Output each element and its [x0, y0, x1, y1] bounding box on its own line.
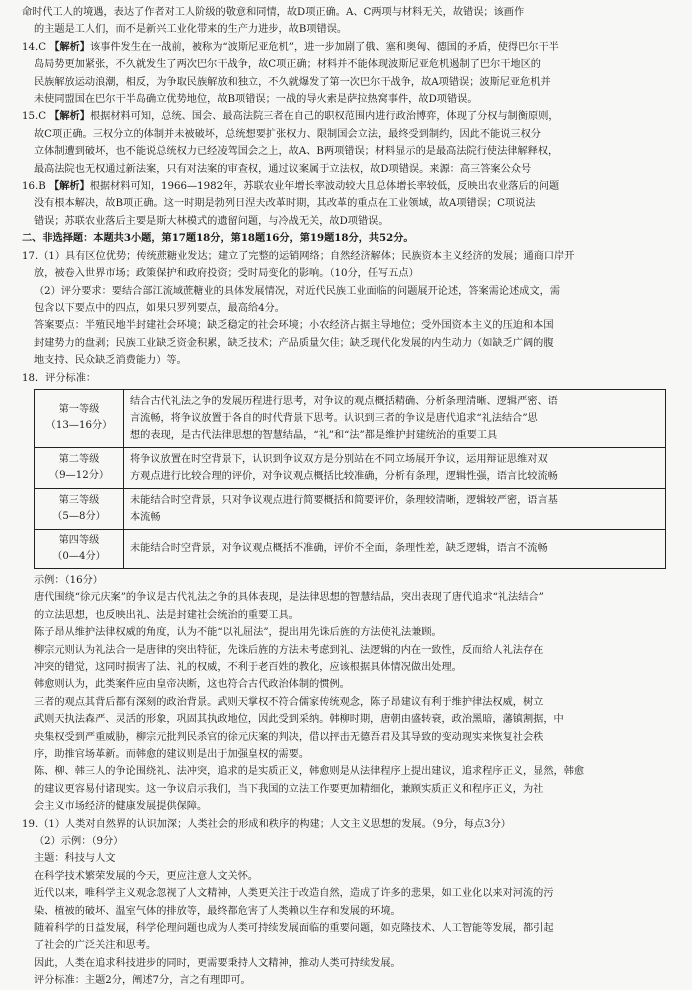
- description-line: 方观点进行比较合理的评价，对争议观点概括比较准确，分析有条理，逻辑性强，语言比较流畅: [130, 470, 558, 482]
- level-range: （9—12分）: [48, 469, 110, 481]
- text-line: 主题：科技与人文: [34, 853, 116, 865]
- text-line: 的建议更容易付诸现实。这一争议启示我们，当下我国的立法工作要更加精细化，兼顾实质正义和程序正义，为社: [34, 783, 544, 795]
- text-line: 序，助推官场革新。而韩愈的建议则是出于加强皇权的需要。: [34, 749, 310, 760]
- text-line: （2）评分要求：要结合部江流域蔗糖业的具体发展情况，对近代民族工业面临的问题展开论述，答案需论述成文，需: [34, 285, 561, 297]
- text-line: 民族解放运动浪潮，相反，为争取民族解放和独立，不久就爆发了第一次巴尔干战争，故A项错误；波斯尼亚危机并: [34, 76, 551, 88]
- description-line: 未能结合时空背景，对争议观点概括不准确，评价不全面，条理性差，缺乏逻辑，语言不流畅: [130, 543, 548, 555]
- answer-letter: C: [38, 41, 46, 53]
- text-line: 染、植被的破坏、温室气体的排放等，最终都危害了人类赖以生存和发展的环境。: [34, 905, 401, 917]
- text-line: 答案要点：半殖民地半封建社会环境；缺乏稳定的社会环境；小农经济占据主导地位；受外国资本主义的压迫和本国: [34, 320, 554, 332]
- description-line: 想的表现，是古代法律思想的智慧结晶，“礼”和“法”都是维护封建统治的重要工具: [130, 429, 498, 441]
- text-line: 19.（1）人类对自然界的认识加深；人类社会的形成和秩序的构建；人文主义思想的发展。（9分，每点3分）: [22, 818, 511, 830]
- text-line: 唐代围绕“徐元庆案”的争议是古代礼法之争的具体表现，是法律思想的智慧结晶，突出表现了唐代追求“礼法结合”: [34, 592, 544, 604]
- question-16: [22, 178, 676, 230]
- rubric-title: 18．评分标准：: [22, 372, 97, 384]
- table-row: [35, 488, 666, 529]
- grading-table: [34, 389, 666, 569]
- question-17: [22, 248, 676, 370]
- top-continuation: [22, 4, 676, 39]
- description-line: 将争议放置在时空背景下，认识到争议双方是分别站在不同立场展开争议，运用辩证思维对双: [130, 453, 548, 465]
- text-line: 陈、柳、韩三人的争论围绕礼、法冲突，追求的是实质正义，韩愈则是从法律程序上提出建议，追求程序正义，显然，韩愈: [34, 766, 585, 778]
- level-range: （0—4分）: [52, 550, 106, 562]
- level-name: 第一等级: [58, 404, 100, 416]
- text-line: 立体制遭到破坏，也不能说总统权力已经凌驾国会之上，故A、B两项错误；材料显示的是最高法院行使法律解释权，: [34, 146, 559, 158]
- question-18: [22, 370, 676, 816]
- text-line: 根据材料可知，总统、国会、最高法院三者在自己的职权范围内进行政治博弈，体现了分权与制衡原则，: [90, 111, 559, 123]
- level-name: 第二等级: [58, 453, 100, 465]
- level-description: [124, 488, 666, 529]
- answer-letter: B: [38, 181, 46, 193]
- level-cell: [35, 447, 124, 488]
- text-line: 冲突的错觉，这同时损害了法、礼的权威，不利于老百姓的教化，应该根据具体情况做出处理。: [34, 661, 462, 673]
- text-line: 最高法院也无权通过新法案，只有对法案的审查权，通过议案属于立法权，故D项错误。来源：高三答案公众号: [34, 163, 532, 175]
- text-line: 命时代工人的境遇，表达了作者对工人阶级的敬意和同情，故D项正确。A、C两项与材料无关，故错误；该画作: [22, 7, 525, 18]
- question-14: [22, 39, 676, 109]
- level-cell: [35, 488, 124, 529]
- level-name: 第四等级: [58, 534, 100, 546]
- question-19: [22, 816, 676, 990]
- text-line: 武则天执法森严、灵活的形象，巩固其执政地位，因此受到采纳。韩柳时期，唐朝由盛转衰，政治黑暗，藩镇割据，中: [34, 714, 564, 726]
- text-line: 三者的观点其背后都有深刻的政治背景。武则天掌权不符合儒家传统观念，陈子昂建议有利于维护律法权威，树立: [34, 696, 544, 708]
- analysis-tag: 【解析】: [48, 180, 90, 193]
- table-row: [35, 529, 666, 568]
- description-line: 本流畅: [130, 511, 161, 523]
- level-description: [124, 529, 666, 568]
- text-line: 地支持、民众缺乏消费能力）等。: [34, 355, 187, 367]
- description-line: 言流畅，将争议放置于各自的时代背景下思考。认识到三者的争议是唐代追求“礼法结合”思: [130, 412, 538, 424]
- table-row: [35, 447, 666, 488]
- description-line: 结合古代礼法之争的发展历程进行思考，对争议的观点概括精确、分析条理清晰、逻辑严密、语: [130, 395, 558, 407]
- text-line: 陈子昂从维护法律权威的角度，认为不能“以礼屈法”，提出用先诛后旌的方法使礼法兼顾。: [34, 627, 442, 639]
- text-line: 的立法思想，也反映出礼、法是封建社会统治的重要工具。: [34, 609, 299, 621]
- section-heading: 二、非选择题：本题共3小题，第17题18分，第18题16分，第19题18分，共52分。: [22, 232, 414, 245]
- text-line: 柳宗元则认为礼法合一是唐律的突出特征，先诛后旌的方法未考虑到礼、法逻辑的内在一致性，反而给人礼法存在: [34, 644, 544, 656]
- text-line: 了社会的广泛关注和思考。: [34, 940, 157, 952]
- description-line: 未能结合时空背景，只对争议观点进行简要概括和简要评价，条理较清晰，逻辑较严密，语言基: [130, 494, 558, 506]
- level-cell: [35, 529, 124, 568]
- text-line: 因此，人类在追求科技进步的同时，更需要秉持人文精神，推动人类可持续发展。: [34, 957, 401, 969]
- analysis-tag: 【解析】: [49, 40, 90, 53]
- text-line: 根据材料可知，1966—1982年，苏联农业年增长率波动较大且总体增长率较低，反映出农业落后的问题: [89, 181, 560, 193]
- text-line: 未使同盟国在巴尔干半岛确立优势地位，故B项错误；一战的导火索是萨拉热窝事件，故D项错误。: [34, 94, 478, 106]
- example-label: 示例：（16分）: [34, 574, 103, 586]
- question-number: 16.: [22, 181, 39, 193]
- analysis-tag: 【解析】: [49, 110, 90, 123]
- level-name: 第三等级: [58, 494, 100, 506]
- text-line: 故C项正确。三权分立的体制并未被破坏，总统想要扩张权力、限制国会立法，最终受到制约，因此不能说三权分: [34, 128, 541, 140]
- text-line: 岛局势更加紧张，不久就发生了两次巴尔干战争，故C项正确；材料并不能体现波斯尼亚危机遏制了巴尔干地区的: [34, 59, 541, 71]
- text-line: 的主题是工人们，而不是新兴工业化带来的生产力进步，故B项错误。: [34, 24, 348, 36]
- level-range: （5—8分）: [52, 510, 106, 522]
- answer-letter: C: [38, 111, 46, 123]
- text-line: 该事件发生在一战前，被称为“波斯尼亚危机”，进一步加剧了俄、塞和奥匈、德国的矛盾，使得巴尔干半: [90, 41, 559, 53]
- text-line: 评分标准：主题2分，阐述7分，言之有理即可。: [34, 975, 251, 987]
- text-line: 随着科学的日益发展，科学伦理问题也成为人类可持续发展面临的重要问题，如克隆技术、人工智能等发展，都引起: [34, 923, 554, 935]
- text-line: 放，被卷入世界市场；政策保护和政府投资；受时局变化的影响。（10分，任写五点）: [34, 268, 419, 280]
- level-cell: [35, 389, 124, 447]
- text-line: 在科学技术繁荣发展的今天，更应注意人文关怀。: [34, 870, 259, 882]
- question-number: 14.: [22, 41, 39, 53]
- level-description: [124, 447, 666, 488]
- text-line: 会主义市场经济的健康发展提供保障。: [34, 801, 208, 813]
- question-15: [22, 108, 676, 178]
- text-line: 韩愈则认为，此类案件应由皇帝决断，这也符合古代政治体制的惯例。: [34, 679, 350, 691]
- text-line: （2）示例：（9分）: [34, 836, 124, 848]
- table-row: [35, 389, 666, 447]
- level-description: [124, 389, 666, 447]
- text-line: 近代以来，唯科学主义观念忽视了人文精神，人类更关注于改造自然，造成了许多的悲果，如工业化以来对河流的污: [34, 888, 554, 900]
- text-line: 17.（1）具有区位优势；传统蔗糖业发达；建立了完整的运销网络；自然经济解体；民族资本主义经济的发展；通商口岸开: [22, 250, 575, 262]
- text-line: 没有根本解决，故B项正确。这一时期是勃列日涅夫改革时期，其改革的重点在工业领域，故A项错误；C项说法: [34, 198, 536, 210]
- text-line: 央集权受到严重威胁，柳宗元批判民杀官的徐元庆案的判决，借以抨击无德吾君及其导致的变动现实来恢复社会秩: [34, 731, 544, 743]
- level-range: （13—16分）: [45, 420, 113, 432]
- question-number: 15.: [22, 111, 39, 123]
- text-line: 封建势力的盘剥；民族工业缺乏资金积累，缺乏技术；产品质量欠佳；缺乏现代化发展的内生动力（如缺乏广阔的腹: [34, 337, 554, 349]
- text-line: 错误；苏联农业落后主要是斯大林模式的遗留问题，与冷战无关，故D项错误。: [34, 215, 389, 227]
- text-line: 包含以下要点中的四点，如果只罗列要点，最高给4分。: [34, 302, 285, 314]
